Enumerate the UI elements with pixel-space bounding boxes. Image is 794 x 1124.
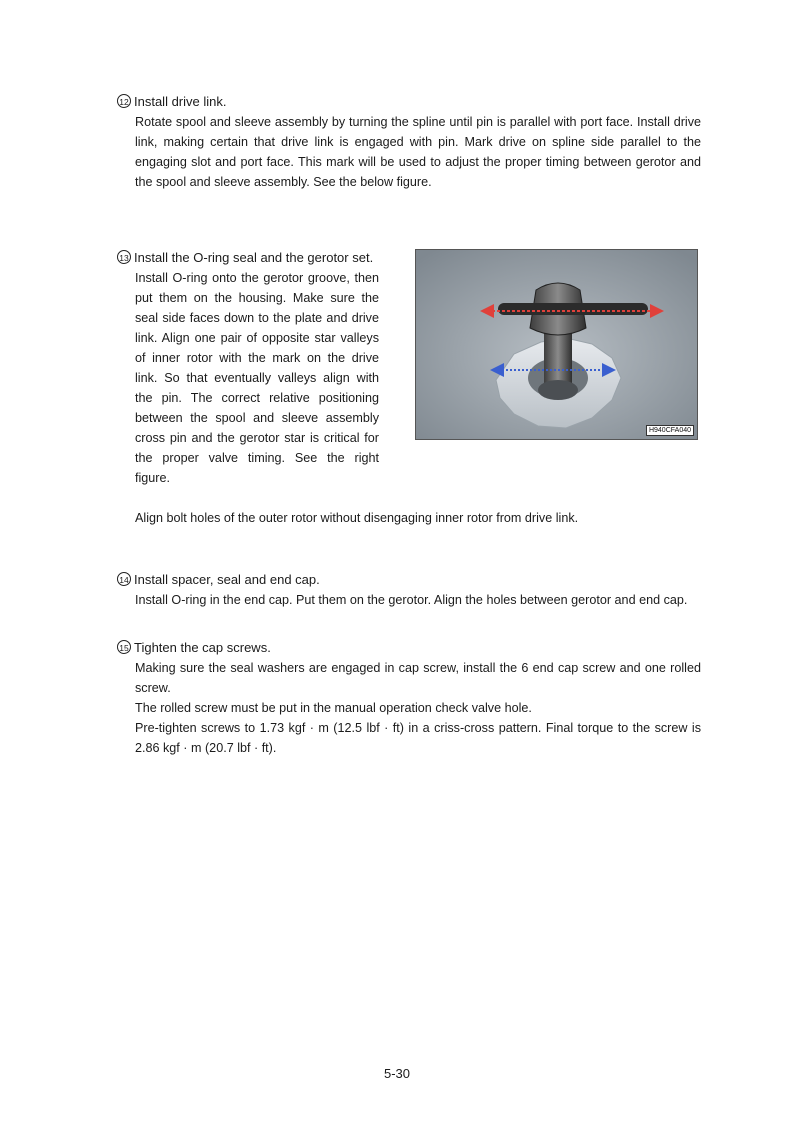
- step-13-title: Install the O-ring seal and the gerotor set.: [134, 250, 374, 265]
- step-number-12: 12: [117, 94, 131, 108]
- step-15: [117, 638, 701, 758]
- step-15-heading: [117, 638, 701, 658]
- step-15-title: Tighten the cap screws.: [134, 640, 271, 655]
- step-14: [117, 570, 701, 610]
- gerotor-photo: [416, 250, 697, 439]
- step-number-15: 15: [117, 640, 131, 654]
- page-number: 5-30: [383, 1066, 411, 1081]
- step-15-line-1: Making sure the seal washers are engaged in cap screw, install the 6 end cap screw and one rolled screw.: [135, 661, 701, 695]
- gerotor-figure: [415, 249, 698, 440]
- step-12-title: Install drive link.: [134, 94, 227, 109]
- step-14-heading: [117, 570, 701, 590]
- step-15-line-2: The rolled screw must be put in the manual operation check valve hole.: [135, 701, 532, 715]
- step-number-13: 13: [117, 250, 131, 264]
- step-15-line-3: Pre-tighten screws to 1.73 kgf · m (12.5 lbf · ft) in a criss-cross pattern. Final torque to the screw is 2.86 kgf · m (20.7 lbf · ft).: [135, 721, 701, 755]
- figure-code: H940CFA040: [646, 425, 694, 436]
- step-12-body: Rotate spool and sleeve assembly by turning the spline until pin is parallel with port face. Install drive link, making certain that drive link is engaged with pin. Mark drive on spline side parallel to the engaging slot and port face. This mark will be used to adjust the proper timing between gerotor and the spool and sleeve assembly. See the below figure.: [135, 115, 701, 189]
- step-13-note: Align bolt holes of the outer rotor without disengaging inner rotor from drive link.: [135, 511, 579, 525]
- step-13-heading: [117, 248, 377, 268]
- step-12: [117, 92, 701, 192]
- step-13-body: Install O-ring onto the gerotor groove, then put them on the housing. Make sure the seal side faces down to the plate and drive link. Align one pair of opposite star valleys of inner rotor with the mark on the drive link. So that eventually valleys align with the pin. The correct relative positioning between the spool and sleeve assembly cross pin and the gerotor star is critical for the proper valve timing. See the right figure.: [135, 271, 379, 485]
- step-12-heading: [117, 92, 701, 112]
- step-14-body: Install O-ring in the end cap. Put them on the gerotor. Align the holes between gerotor and end cap.: [135, 593, 688, 607]
- step-14-title: Install spacer, seal and end cap.: [134, 572, 320, 587]
- step-number-14: 14: [117, 572, 131, 586]
